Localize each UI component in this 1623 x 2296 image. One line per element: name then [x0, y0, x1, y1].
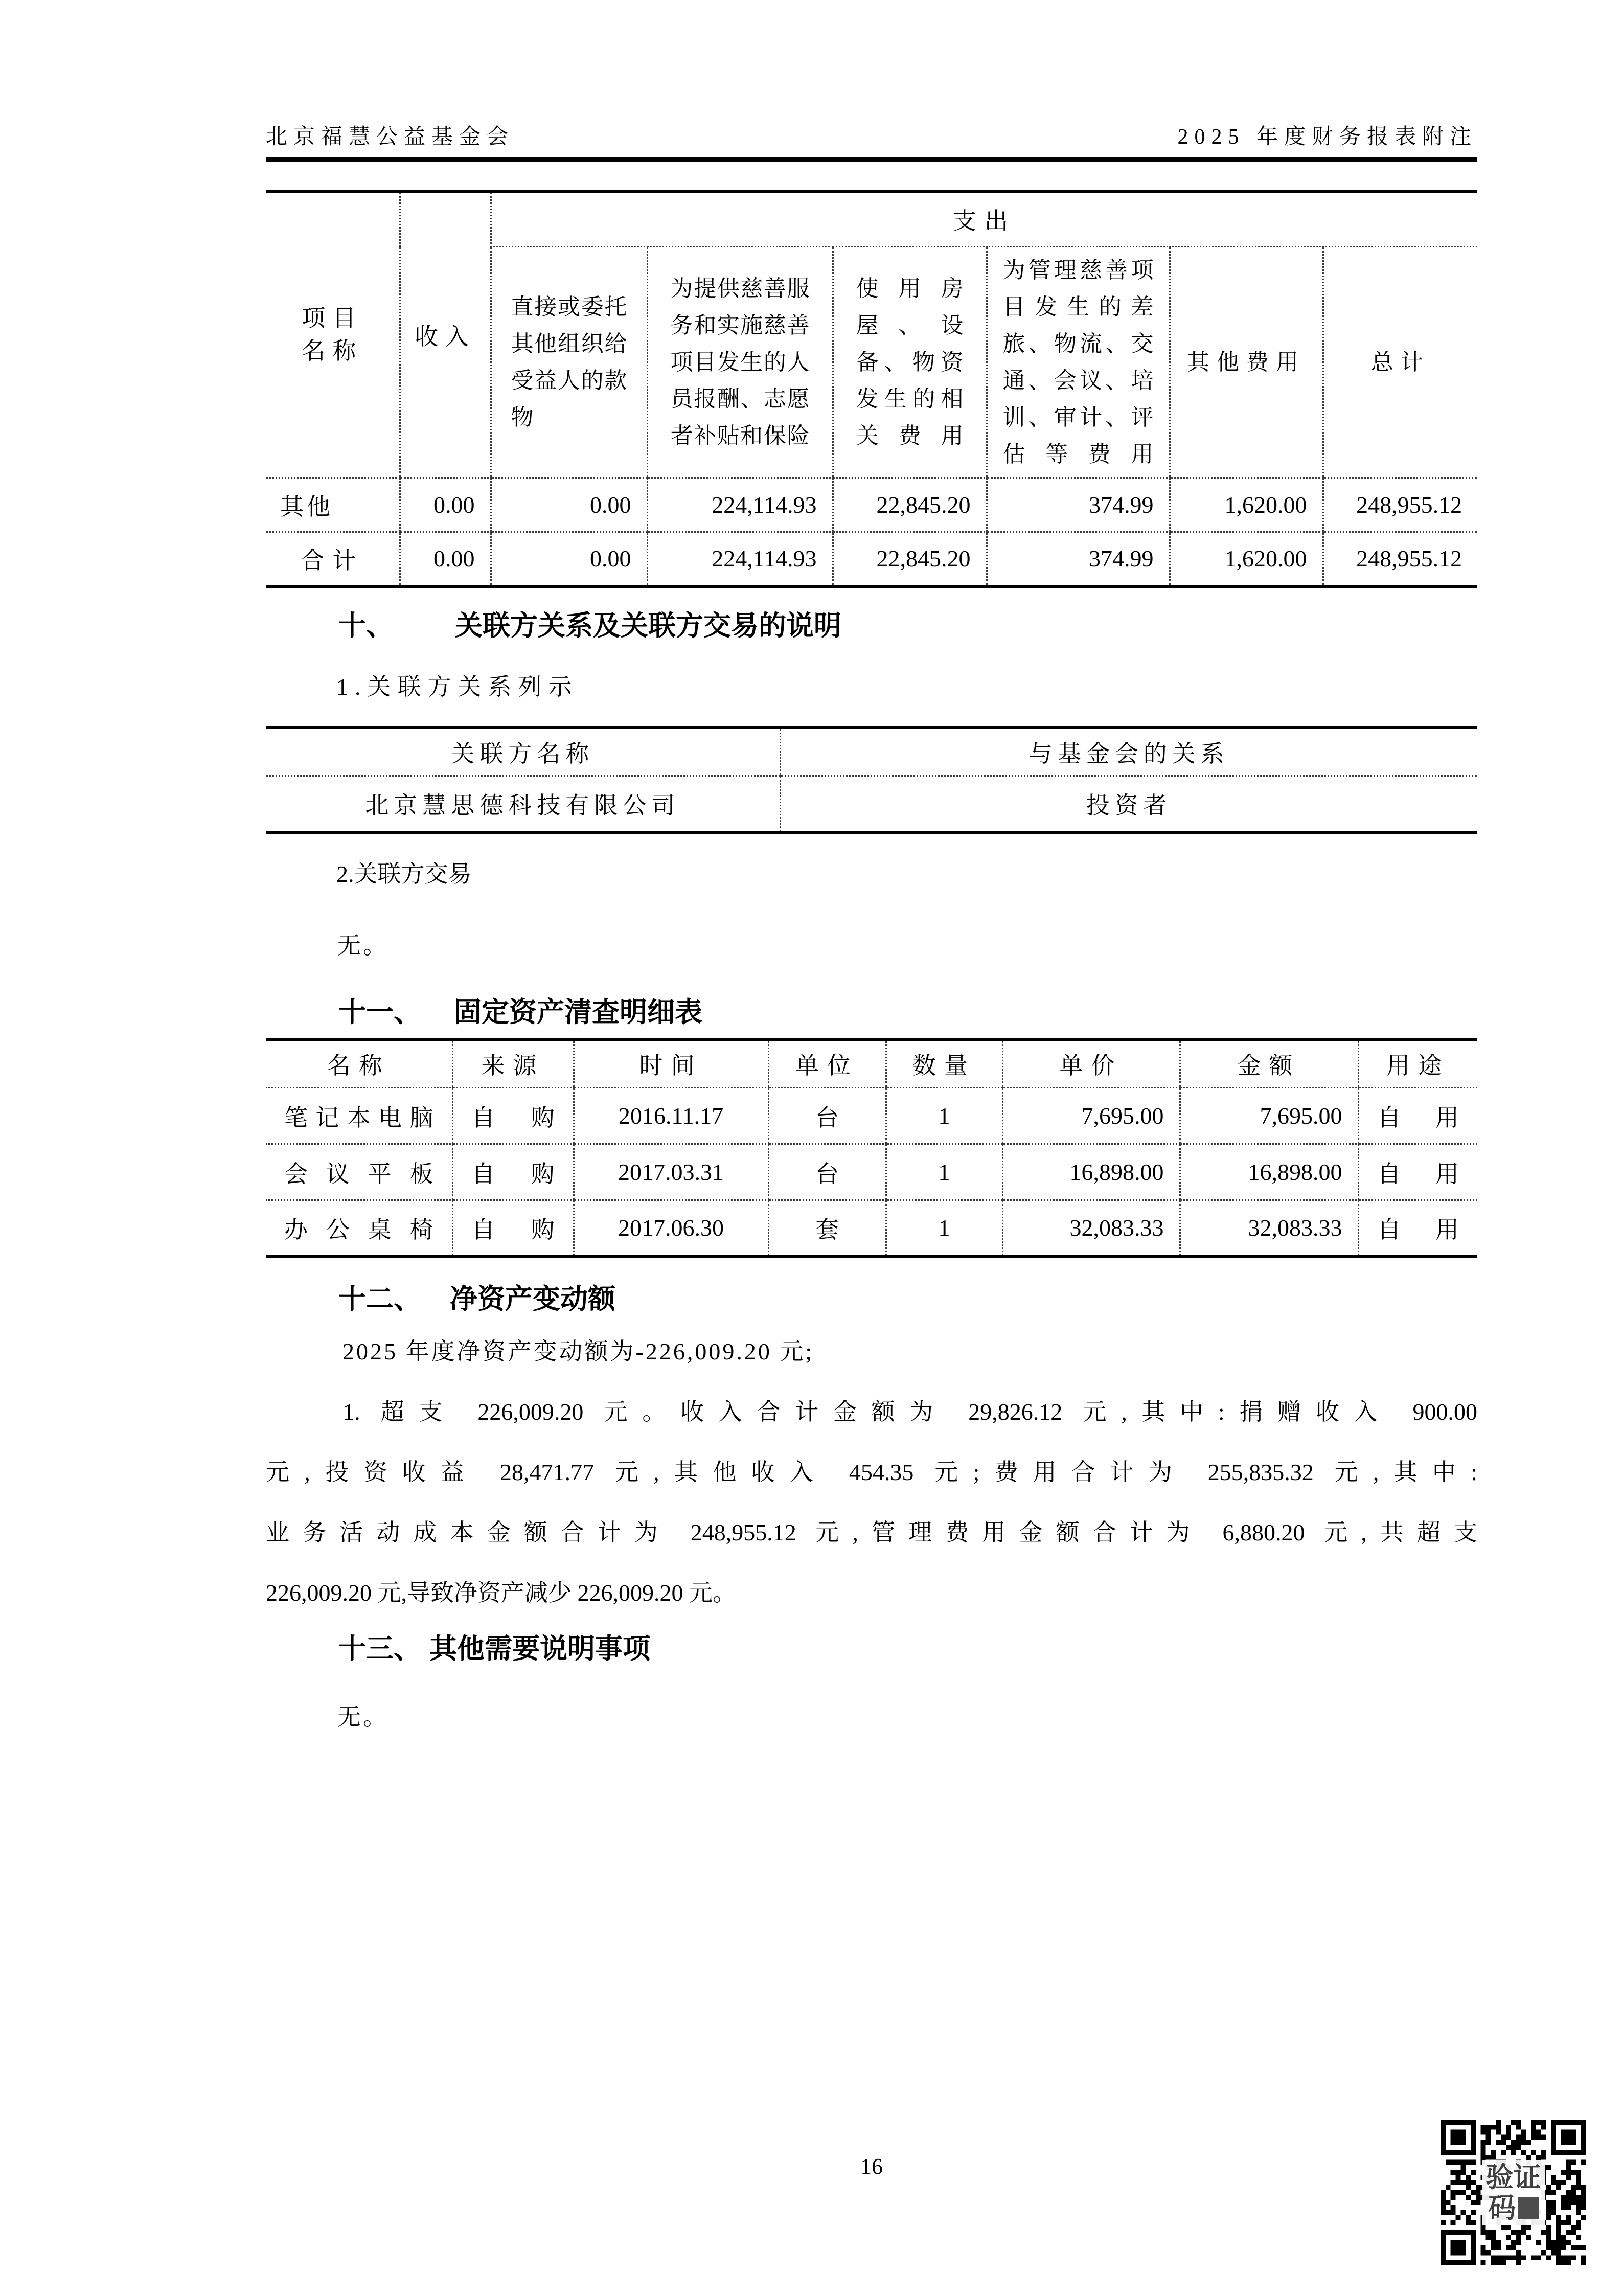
paragraph-line: 226,009.20 元,导致净资产减少 226,009.20 元。 [266, 1579, 736, 1606]
related-party-name-header: 关联方名称 [266, 728, 780, 776]
amount-value: 16,898.00 [1180, 1144, 1358, 1200]
section-title: 固定资产清查明细表 [454, 996, 702, 1028]
page-content [266, 0, 1477, 1731]
expense-value: 374.99 [987, 532, 1170, 586]
verification-qr-code [1441, 2120, 1586, 2265]
net-asset-change-paragraph [266, 1382, 1477, 1623]
qr-code-label [1482, 2160, 1545, 2225]
total-header: 总计 [1323, 247, 1477, 478]
time-header: 时间 [574, 1039, 768, 1088]
table-row [266, 1088, 1477, 1144]
expense-value: 0.00 [491, 532, 647, 586]
quantity-value: 1 [886, 1088, 1002, 1144]
section-title: 其他需要说明事项 [429, 1633, 650, 1664]
source-value: 自购 [452, 1200, 574, 1257]
section-number: 十二、 [338, 1283, 421, 1314]
unit-price-value: 16,898.00 [1002, 1144, 1180, 1200]
expense-value: 1,620.00 [1170, 478, 1323, 532]
expense-summary-table [266, 190, 1477, 588]
amount-value: 7,695.00 [1180, 1088, 1358, 1144]
expense-value: 22,845.20 [833, 478, 987, 532]
asset-name: 笔记本电脑 [266, 1088, 452, 1144]
expense-col-header: 使用房屋、设备、物资发生的相关费用 [833, 247, 987, 478]
table-header-row [266, 1039, 1477, 1088]
time-value: 2017.06.30 [574, 1200, 768, 1257]
none-text: 无。 [337, 932, 388, 959]
expense-col-header: 为提供慈善服务和实施慈善项目发生的人员报酬、志愿者补贴和保险 [647, 247, 833, 478]
income-value: 0.00 [400, 532, 491, 586]
document-title: 2025 年度财务报表附注 [1177, 125, 1477, 149]
table-row [266, 1200, 1477, 1257]
income-value: 0.00 [400, 478, 491, 532]
section-title: 关联方关系及关联方交易的说明 [455, 610, 841, 641]
expense-col-header: 直接或委托其他组织给受益人的款物 [491, 247, 647, 478]
unit-price-value: 32,083.33 [1002, 1200, 1180, 1257]
section-11-heading [266, 997, 1477, 1028]
usage-value: 自用 [1358, 1200, 1477, 1257]
unit-header: 单位 [768, 1039, 886, 1088]
net-asset-change-summary: 2025 年度净资产变动额为-226,009.20 元; [342, 1338, 814, 1365]
subsection-2-label: 2.关联方交易 [336, 860, 472, 887]
time-value: 2016.11.17 [574, 1088, 768, 1144]
time-value: 2017.03.31 [574, 1144, 768, 1200]
asset-name: 会议平板 [266, 1144, 452, 1200]
unit-value: 台 [768, 1144, 886, 1200]
table-header-row [266, 192, 1477, 247]
expense-group-header: 支出 [491, 192, 1477, 247]
unit-value: 套 [768, 1200, 886, 1257]
page-header [266, 124, 1477, 162]
amount-value: 32,083.33 [1180, 1200, 1358, 1257]
corrupted-glyph [1518, 2197, 1539, 2219]
unit-price-value: 7,695.00 [1002, 1088, 1180, 1144]
paragraph-line: 1. 超支 226,009.20 元。收入合计金额为 29,826.12 元,其中:捐赠收入 900.00 [342, 1398, 1477, 1425]
section-number: 十、 [338, 610, 394, 641]
source-header: 来源 [452, 1039, 574, 1088]
related-party-name: 北京慧思德科技有限公司 [365, 792, 680, 819]
unit-value: 台 [768, 1088, 886, 1144]
amount-header: 金额 [1180, 1039, 1358, 1088]
quantity-value: 1 [886, 1200, 1002, 1257]
section-13-heading [266, 1633, 1477, 1664]
source-value: 自购 [452, 1088, 574, 1144]
none-text: 无。 [337, 1703, 388, 1730]
row-label: 其他 [266, 478, 400, 532]
other-expense-header: 其他费用 [1170, 247, 1323, 478]
expense-col-header: 为管理慈善项目发生的差旅、物流、交通、会议、培训、审计、评估等费用 [987, 247, 1170, 478]
relationship-value: 投资者 [780, 776, 1477, 833]
usage-value: 自用 [1358, 1088, 1477, 1144]
section-number: 十三、 [338, 1633, 421, 1664]
section-number: 十一、 [338, 996, 421, 1028]
qr-label-line1: 验证 [1485, 2162, 1541, 2193]
row-label: 合计 [301, 547, 364, 574]
expense-value: 22,845.20 [833, 532, 987, 586]
section-title: 净资产变动额 [450, 1283, 615, 1314]
table-row [266, 776, 1477, 833]
expense-value: 0.00 [491, 478, 647, 532]
table-row [266, 1144, 1477, 1200]
section-12-heading [266, 1284, 1477, 1314]
relationship-header: 与基金会的关系 [780, 728, 1477, 776]
asset-name: 办公桌椅 [284, 1216, 433, 1243]
page-number: 16 [860, 2154, 883, 2179]
qr-label-line2: 码 [1488, 2192, 1516, 2223]
source-value: 自购 [452, 1144, 574, 1200]
total-value: 248,955.12 [1323, 478, 1477, 532]
table-row [266, 478, 1477, 532]
expense-value: 224,114.93 [647, 532, 833, 586]
section-10-heading [266, 610, 1477, 641]
subsection-1-label: 1.关联方关系列示 [336, 673, 579, 700]
asset-name-header: 名称 [266, 1039, 452, 1088]
income-header: 收入 [400, 192, 491, 478]
expense-value: 374.99 [987, 478, 1170, 532]
total-value: 248,955.12 [1323, 532, 1477, 586]
fixed-assets-table [266, 1038, 1477, 1258]
table-row-total [266, 532, 1477, 586]
table-header-row [266, 728, 1477, 776]
related-parties-table [266, 726, 1477, 834]
usage-header: 用途 [1358, 1039, 1477, 1088]
project-name-header: 项目名称 [266, 192, 400, 478]
paragraph-line: 业务活动成本金额合计为 248,955.12 元,管理费用金额合计为 6,880.20 元,共超支 [266, 1519, 1478, 1545]
unit-price-header: 单价 [1002, 1039, 1180, 1088]
usage-value: 自用 [1358, 1144, 1477, 1200]
organization-name: 北京福慧公益基金会 [266, 125, 515, 149]
quantity-header: 数量 [886, 1039, 1002, 1088]
expense-value: 1,620.00 [1170, 532, 1323, 586]
paragraph-line: 元,投资收益 28,471.77 元,其他收入 454.35 元;费用合计为 255,835.32 元,其中: [266, 1459, 1477, 1485]
quantity-value: 1 [886, 1144, 1002, 1200]
expense-value: 224,114.93 [647, 478, 833, 532]
